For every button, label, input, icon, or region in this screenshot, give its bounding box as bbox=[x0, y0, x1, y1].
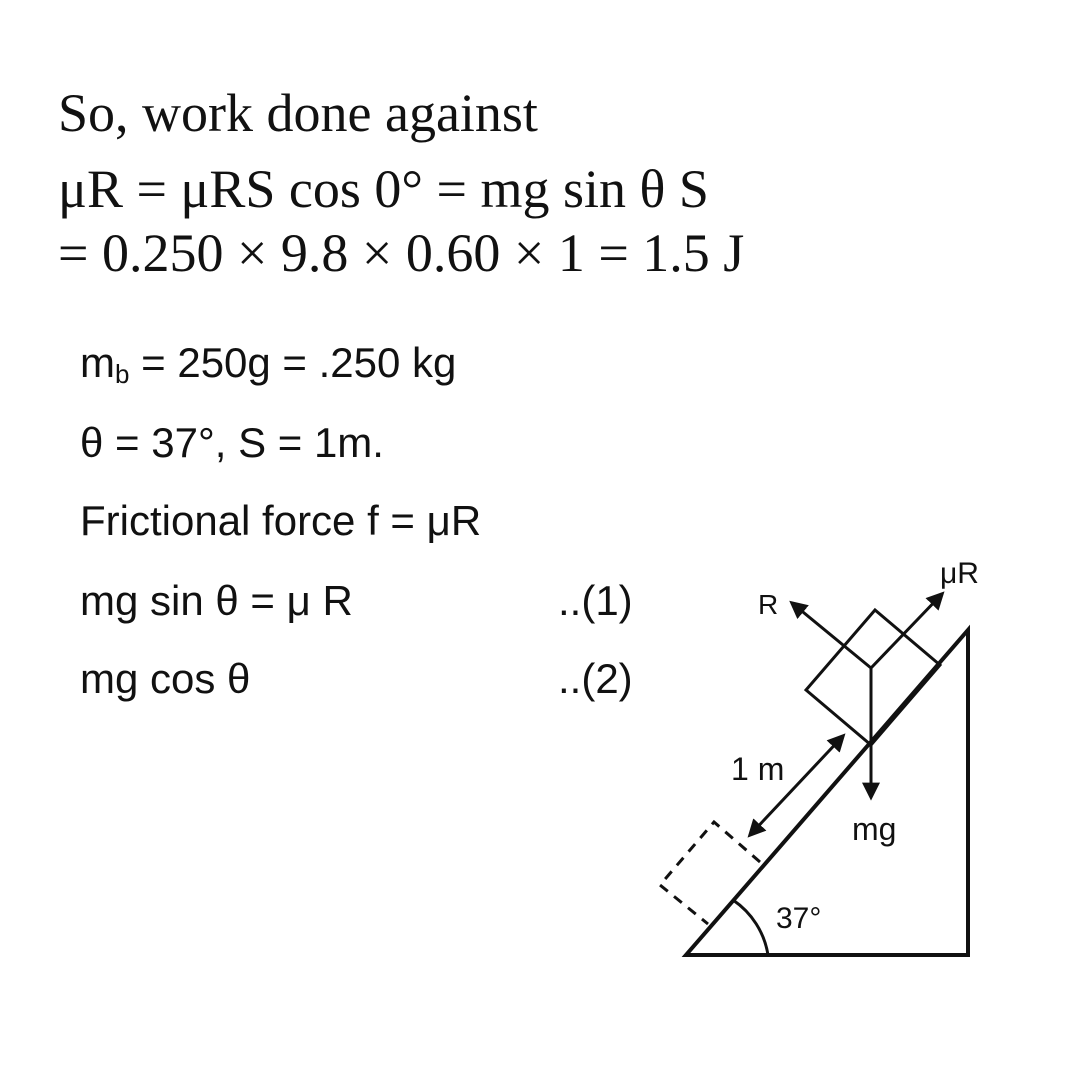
equation-2-text: mg cos θ bbox=[80, 655, 251, 702]
angle-arc bbox=[733, 900, 768, 955]
angle-distance-given: θ = 37°, S = 1m. bbox=[80, 419, 384, 466]
equation-1-text: mg sin θ = μ R bbox=[80, 577, 353, 624]
solution-line-2: μR = μRS cos 0° = mg sin θ S bbox=[58, 159, 709, 219]
mass-subscript: b bbox=[115, 359, 130, 389]
label-mg: mg bbox=[852, 811, 897, 847]
equation-1-number: ..(1) bbox=[558, 577, 633, 624]
incline-triangle bbox=[686, 630, 968, 955]
solution-line-1: So, work done against bbox=[58, 83, 538, 143]
label-muR: μR bbox=[940, 557, 979, 590]
label-R: R bbox=[758, 589, 779, 620]
equation-2-number: ..(2) bbox=[558, 655, 633, 702]
friction-definition: Frictional force f = μR bbox=[80, 497, 482, 544]
label-angle: 37° bbox=[776, 902, 822, 935]
solution-line-3: = 0.250 × 9.8 × 0.60 × 1 = 1.5 J bbox=[58, 223, 745, 283]
mass-value: = 250g = .250 kg bbox=[129, 339, 457, 386]
label-distance: 1 m bbox=[731, 751, 785, 787]
mass-symbol: m bbox=[80, 339, 115, 386]
